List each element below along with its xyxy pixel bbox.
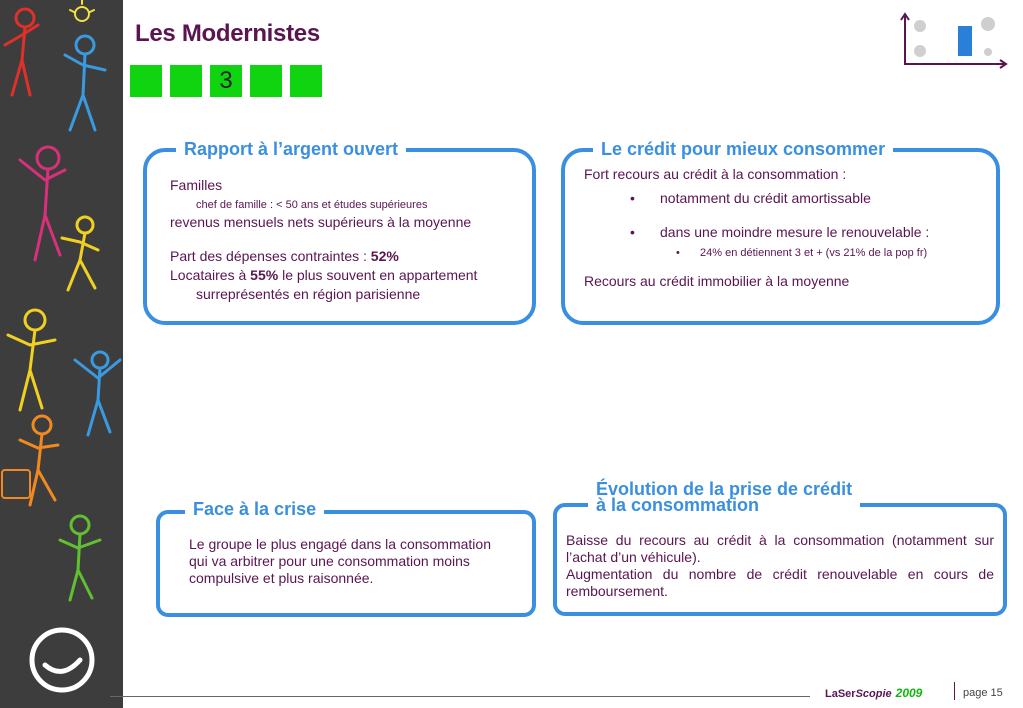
square-5 [290, 65, 322, 97]
box-rapport-argent-title: Rapport à l’argent ouvert [176, 139, 406, 159]
footer-separator [954, 682, 955, 700]
square-3-current: 3 [210, 65, 242, 97]
baisse-recours-text: Baisse du recours au crédit à la consommation (notamment sur l’achat d’un véhicule). [566, 532, 994, 565]
subbullet-icon: • [676, 247, 680, 259]
bullet-amortissable [630, 190, 871, 206]
footer-brand [825, 686, 922, 700]
augmentation-text: Augmentation du nombre de crédit renouvelable en cours de remboursement. [566, 566, 994, 599]
bullet-renouvelable-text: dans une moindre mesure le renouvelable : [660, 224, 930, 240]
footer-divider [110, 696, 810, 697]
recours-immobilier-text: Recours au crédit immobilier à la moyenne [584, 273, 850, 289]
bullet-icon: • [630, 224, 635, 240]
brand-year: 2009 [895, 686, 923, 700]
page-title: Les Modernistes [135, 20, 320, 47]
box-evolution-credit-title [588, 481, 860, 513]
square-2 [170, 65, 202, 97]
square-4 [250, 65, 282, 97]
face-crise-text: Le groupe le plus engagé dans la consommation qui va arbitrer pour une consommation moins compulsive et plus raisonnée. [189, 536, 491, 586]
subbullet-detention [676, 247, 927, 259]
depenses-value: 52% [370, 248, 399, 264]
depenses-text [170, 248, 399, 265]
locataires-text [170, 267, 477, 284]
box-evolution-title-line2: à la consommation [596, 495, 760, 515]
box-face-crise-title: Face à la crise [185, 499, 324, 519]
surrepresentes-text: surreprésentés en région parisienne [196, 286, 421, 302]
depenses-label: Part des dépenses contraintes : [170, 248, 371, 264]
subbullet-detention-text: 24% en détiennent 3 et + (vs 21% de la pop fr) [700, 247, 928, 259]
square-1 [130, 65, 162, 97]
decorative-sidebar [0, 0, 123, 708]
box-evolution-title-line1: Évolution de la prise de crédit [596, 479, 853, 499]
familles-label: Familles [170, 177, 223, 193]
bullet-renouvelable [630, 224, 929, 240]
revenus-text: revenus mensuels nets supérieurs à la moyenne [170, 214, 472, 230]
scatter-logo-icon [896, 12, 1008, 70]
page-number: page 15 [963, 687, 1003, 699]
stick-figures-illustration [0, 0, 123, 708]
brand-laser: LaSer [825, 688, 856, 700]
chef-famille-text: chef de famille : < 50 ans et études supérieures [196, 199, 428, 211]
brand-scopie: Scopie [855, 688, 892, 700]
box-credit-consommer-title: Le crédit pour mieux consommer [593, 139, 893, 159]
locataires-label: Locataires à [170, 267, 251, 283]
bullet-icon: • [630, 190, 635, 206]
fort-recours-text: Fort recours au crédit à la consommation : [584, 166, 847, 182]
bullet-amortissable-text: notamment du crédit amortissable [660, 190, 871, 206]
locataires-rest: le plus souvent en appartement [278, 267, 478, 283]
locataires-value: 55% [250, 267, 279, 283]
